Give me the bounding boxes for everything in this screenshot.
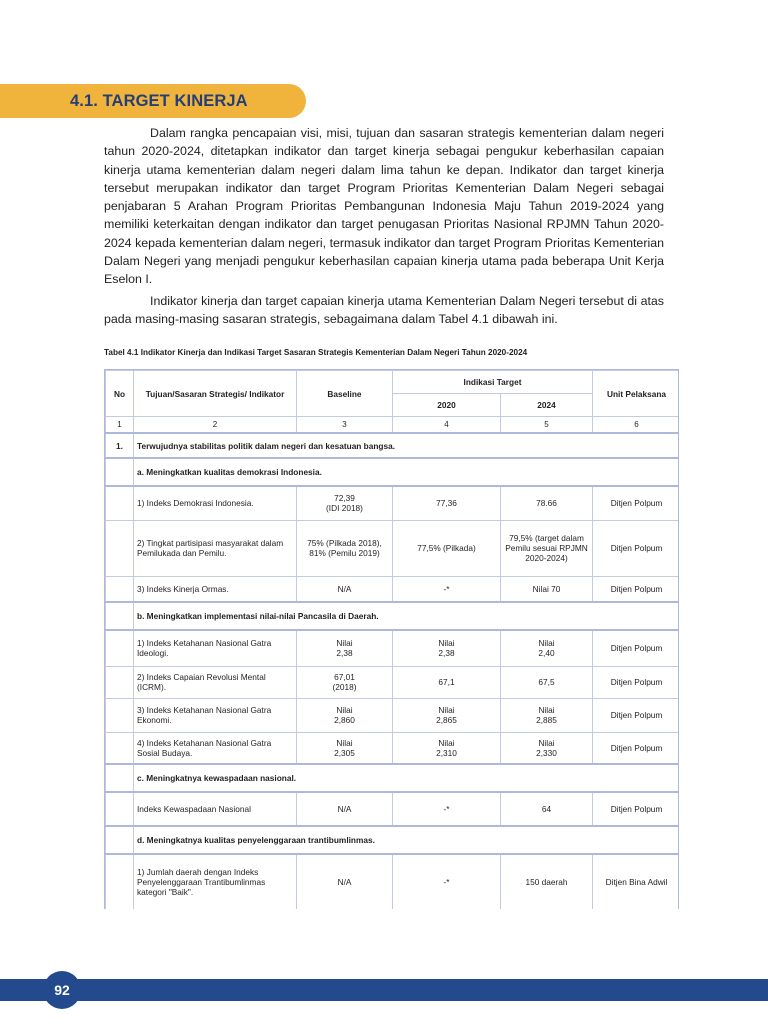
table-caption: Tabel 4.1 Indikator Kinerja dan Indikasi Target Sasaran Strategis Kementerian Dalam Negeri Tahun 2020-2024 <box>104 348 528 357</box>
group-no-cell <box>106 602 134 630</box>
group-row <box>106 458 680 486</box>
header-indikator: Tujuan/Sasaran Strategis/ Indikator <box>134 371 297 417</box>
target-2020-cell: -* <box>393 576 501 602</box>
col-number: 2 <box>134 417 297 434</box>
header-2020: 2020 <box>393 394 501 417</box>
indicator-cell: Indeks Kewaspadaan Nasional <box>134 792 297 826</box>
col-number: 6 <box>593 417 679 434</box>
indicator-row <box>106 666 680 698</box>
indicator-table-container <box>104 369 679 909</box>
row-no-cell <box>106 698 134 732</box>
indicator-table <box>105 370 679 909</box>
indicator-cell: 4) Indeks Ketahanan Nasional Gatra Sosial Budaya. <box>134 732 297 764</box>
baseline-cell: 67,01 (2018) <box>297 666 393 698</box>
goal-title: Terwujudnya stabilitas politik dalam negeri dan kesatuan bangsa. <box>134 433 680 458</box>
row-no-cell <box>106 486 134 520</box>
row-no-cell <box>106 630 134 666</box>
target-2020-cell: Nilai 2,38 <box>393 630 501 666</box>
target-2024-cell: 79,5% (target dalam Pemilu sesuai RPJMN 2020-2024) <box>501 520 593 576</box>
baseline-cell: N/A <box>297 854 393 909</box>
indicator-row <box>106 576 680 602</box>
unit-cell: Ditjen Polpum <box>593 576 679 602</box>
col-number: 1 <box>106 417 134 434</box>
target-2024-cell: Nilai 2,40 <box>501 630 593 666</box>
target-2020-cell: Nilai 2,310 <box>393 732 501 764</box>
baseline-cell: Nilai 2,38 <box>297 630 393 666</box>
header-baseline: Baseline <box>297 371 393 417</box>
indicator-cell: 3) Indeks Ketahanan Nasional Gatra Ekonomi. <box>134 698 297 732</box>
group-row <box>106 764 680 792</box>
goal-row <box>106 433 680 458</box>
header-indikasi-target: Indikasi Target <box>393 371 593 394</box>
goal-number: 1. <box>106 433 134 458</box>
group-no-cell <box>106 458 134 486</box>
target-2024-cell: Nilai 70 <box>501 576 593 602</box>
indicator-row <box>106 698 680 732</box>
indicator-cell: 2) Tingkat partisipasi masyarakat dalam Pemilukada dan Pemilu. <box>134 520 297 576</box>
baseline-cell: 75% (Pilkada 2018), 81% (Pemilu 2019) <box>297 520 393 576</box>
header-unit-pelaksana: Unit Pelaksana <box>593 371 679 417</box>
column-number-row <box>106 417 680 434</box>
target-2020-cell: 67,1 <box>393 666 501 698</box>
indicator-cell: 2) Indeks Capaian Revolusi Mental (ICRM). <box>134 666 297 698</box>
target-2020-cell: -* <box>393 792 501 826</box>
baseline-cell: Nilai 2,305 <box>297 732 393 764</box>
target-2024-cell: Nilai 2,885 <box>501 698 593 732</box>
target-2024-cell: Nilai 2,330 <box>501 732 593 764</box>
row-no-cell <box>106 732 134 764</box>
row-no-cell <box>106 520 134 576</box>
target-2024-cell: 64 <box>501 792 593 826</box>
footer-bar <box>0 979 768 1001</box>
indicator-row <box>106 732 680 764</box>
target-2020-cell: Nilai 2,865 <box>393 698 501 732</box>
row-no-cell <box>106 792 134 826</box>
indicator-row <box>106 520 680 576</box>
target-2020-cell: -* <box>393 854 501 909</box>
table-body <box>106 417 680 910</box>
header-2024: 2024 <box>501 394 593 417</box>
target-2024-cell: 67,5 <box>501 666 593 698</box>
group-no-cell <box>106 826 134 854</box>
indicator-row <box>106 630 680 666</box>
unit-cell: Ditjen Polpum <box>593 666 679 698</box>
row-no-cell <box>106 666 134 698</box>
indicator-cell: 1) Jumlah daerah dengan Indeks Penyelenggaraan Trantibumlinmas kategori "Baik". <box>134 854 297 909</box>
indicator-cell: 1) Indeks Ketahanan Nasional Gatra Ideologi. <box>134 630 297 666</box>
indicator-cell: 3) Indeks Kinerja Ormas. <box>134 576 297 602</box>
indicator-row <box>106 792 680 826</box>
target-2024-cell: 150 daerah <box>501 854 593 909</box>
group-row <box>106 826 680 854</box>
col-number: 5 <box>501 417 593 434</box>
section-title: 4.1. TARGET KINERJA <box>70 92 248 110</box>
indicator-row <box>106 486 680 520</box>
group-title: b. Meningkatkan implementasi nilai-nilai Pancasila di Daerah. <box>134 602 680 630</box>
col-number: 3 <box>297 417 393 434</box>
target-2020-cell: 77,36 <box>393 486 501 520</box>
unit-cell: Ditjen Polpum <box>593 698 679 732</box>
unit-cell: Ditjen Bina Adwil <box>593 854 679 909</box>
group-title: d. Meningkatnya kualitas penyelenggaraan trantibumlinmas. <box>134 826 680 854</box>
group-title: c. Meningkatnya kewaspadaan nasional. <box>134 764 680 792</box>
group-no-cell <box>106 764 134 792</box>
unit-cell: Ditjen Polpum <box>593 630 679 666</box>
unit-cell: Ditjen Polpum <box>593 732 679 764</box>
group-title: a. Meningkatkan kualitas demokrasi Indonesia. <box>134 458 680 486</box>
page-number: 92 <box>43 971 81 1009</box>
target-2024-cell: 78.66 <box>501 486 593 520</box>
unit-cell: Ditjen Polpum <box>593 792 679 826</box>
section-banner <box>0 84 306 118</box>
intro-paragraph: Dalam rangka pencapaian visi, misi, tujuan dan sasaran strategis kementerian dalam negeri tahun 2020-2024, ditetapkan indikator dan target kinerja sebagai pengukur keberhasilan capaian kinerja utama kementerian dalam negeri dalam lima tahun ke depan. Indikator dan target kinerja tersebut merupakan indikator dan target Program Prioritas Kementerian Dalam Negeri sebagai penjabaran 5 Arahan Program Prioritas Pembangunan Indonesia Maju Tahun 2019-2024 yang memiliki keterkaitan dengan indikator dan target penugasan Prioritas Nasional RPJMN Tahun 2020-2024 kepada kementerian dalam negeri, termasuk indikator dan target Program Prioritas Kementerian Dalam Negeri yang menjadi pengukur keberhasilan capaian kinerja utama pada beberapa Unit Kerja Eselon I. <box>104 126 664 287</box>
baseline-cell: N/A <box>297 792 393 826</box>
indicator-cell: 1) Indeks Demokrasi Indonesia. <box>134 486 297 520</box>
col-number: 4 <box>393 417 501 434</box>
unit-cell: Ditjen Polpum <box>593 520 679 576</box>
baseline-cell: N/A <box>297 576 393 602</box>
target-2020-cell: 77,5% (Pilkada) <box>393 520 501 576</box>
row-no-cell <box>106 854 134 909</box>
table-intro-paragraph: Indikator kinerja dan target capaian kinerja utama Kementerian Dalam Negeri tersebut di atas pada masing-masing sasaran strategis, sebagaimana dalam Tabel 4.1 dibawah ini. <box>104 294 664 327</box>
baseline-cell: 72,39 (IDI 2018) <box>297 486 393 520</box>
indicator-row <box>106 854 680 909</box>
baseline-cell: Nilai 2,860 <box>297 698 393 732</box>
unit-cell: Ditjen Polpum <box>593 486 679 520</box>
header-no: No <box>106 371 134 417</box>
group-row <box>106 602 680 630</box>
row-no-cell <box>106 576 134 602</box>
